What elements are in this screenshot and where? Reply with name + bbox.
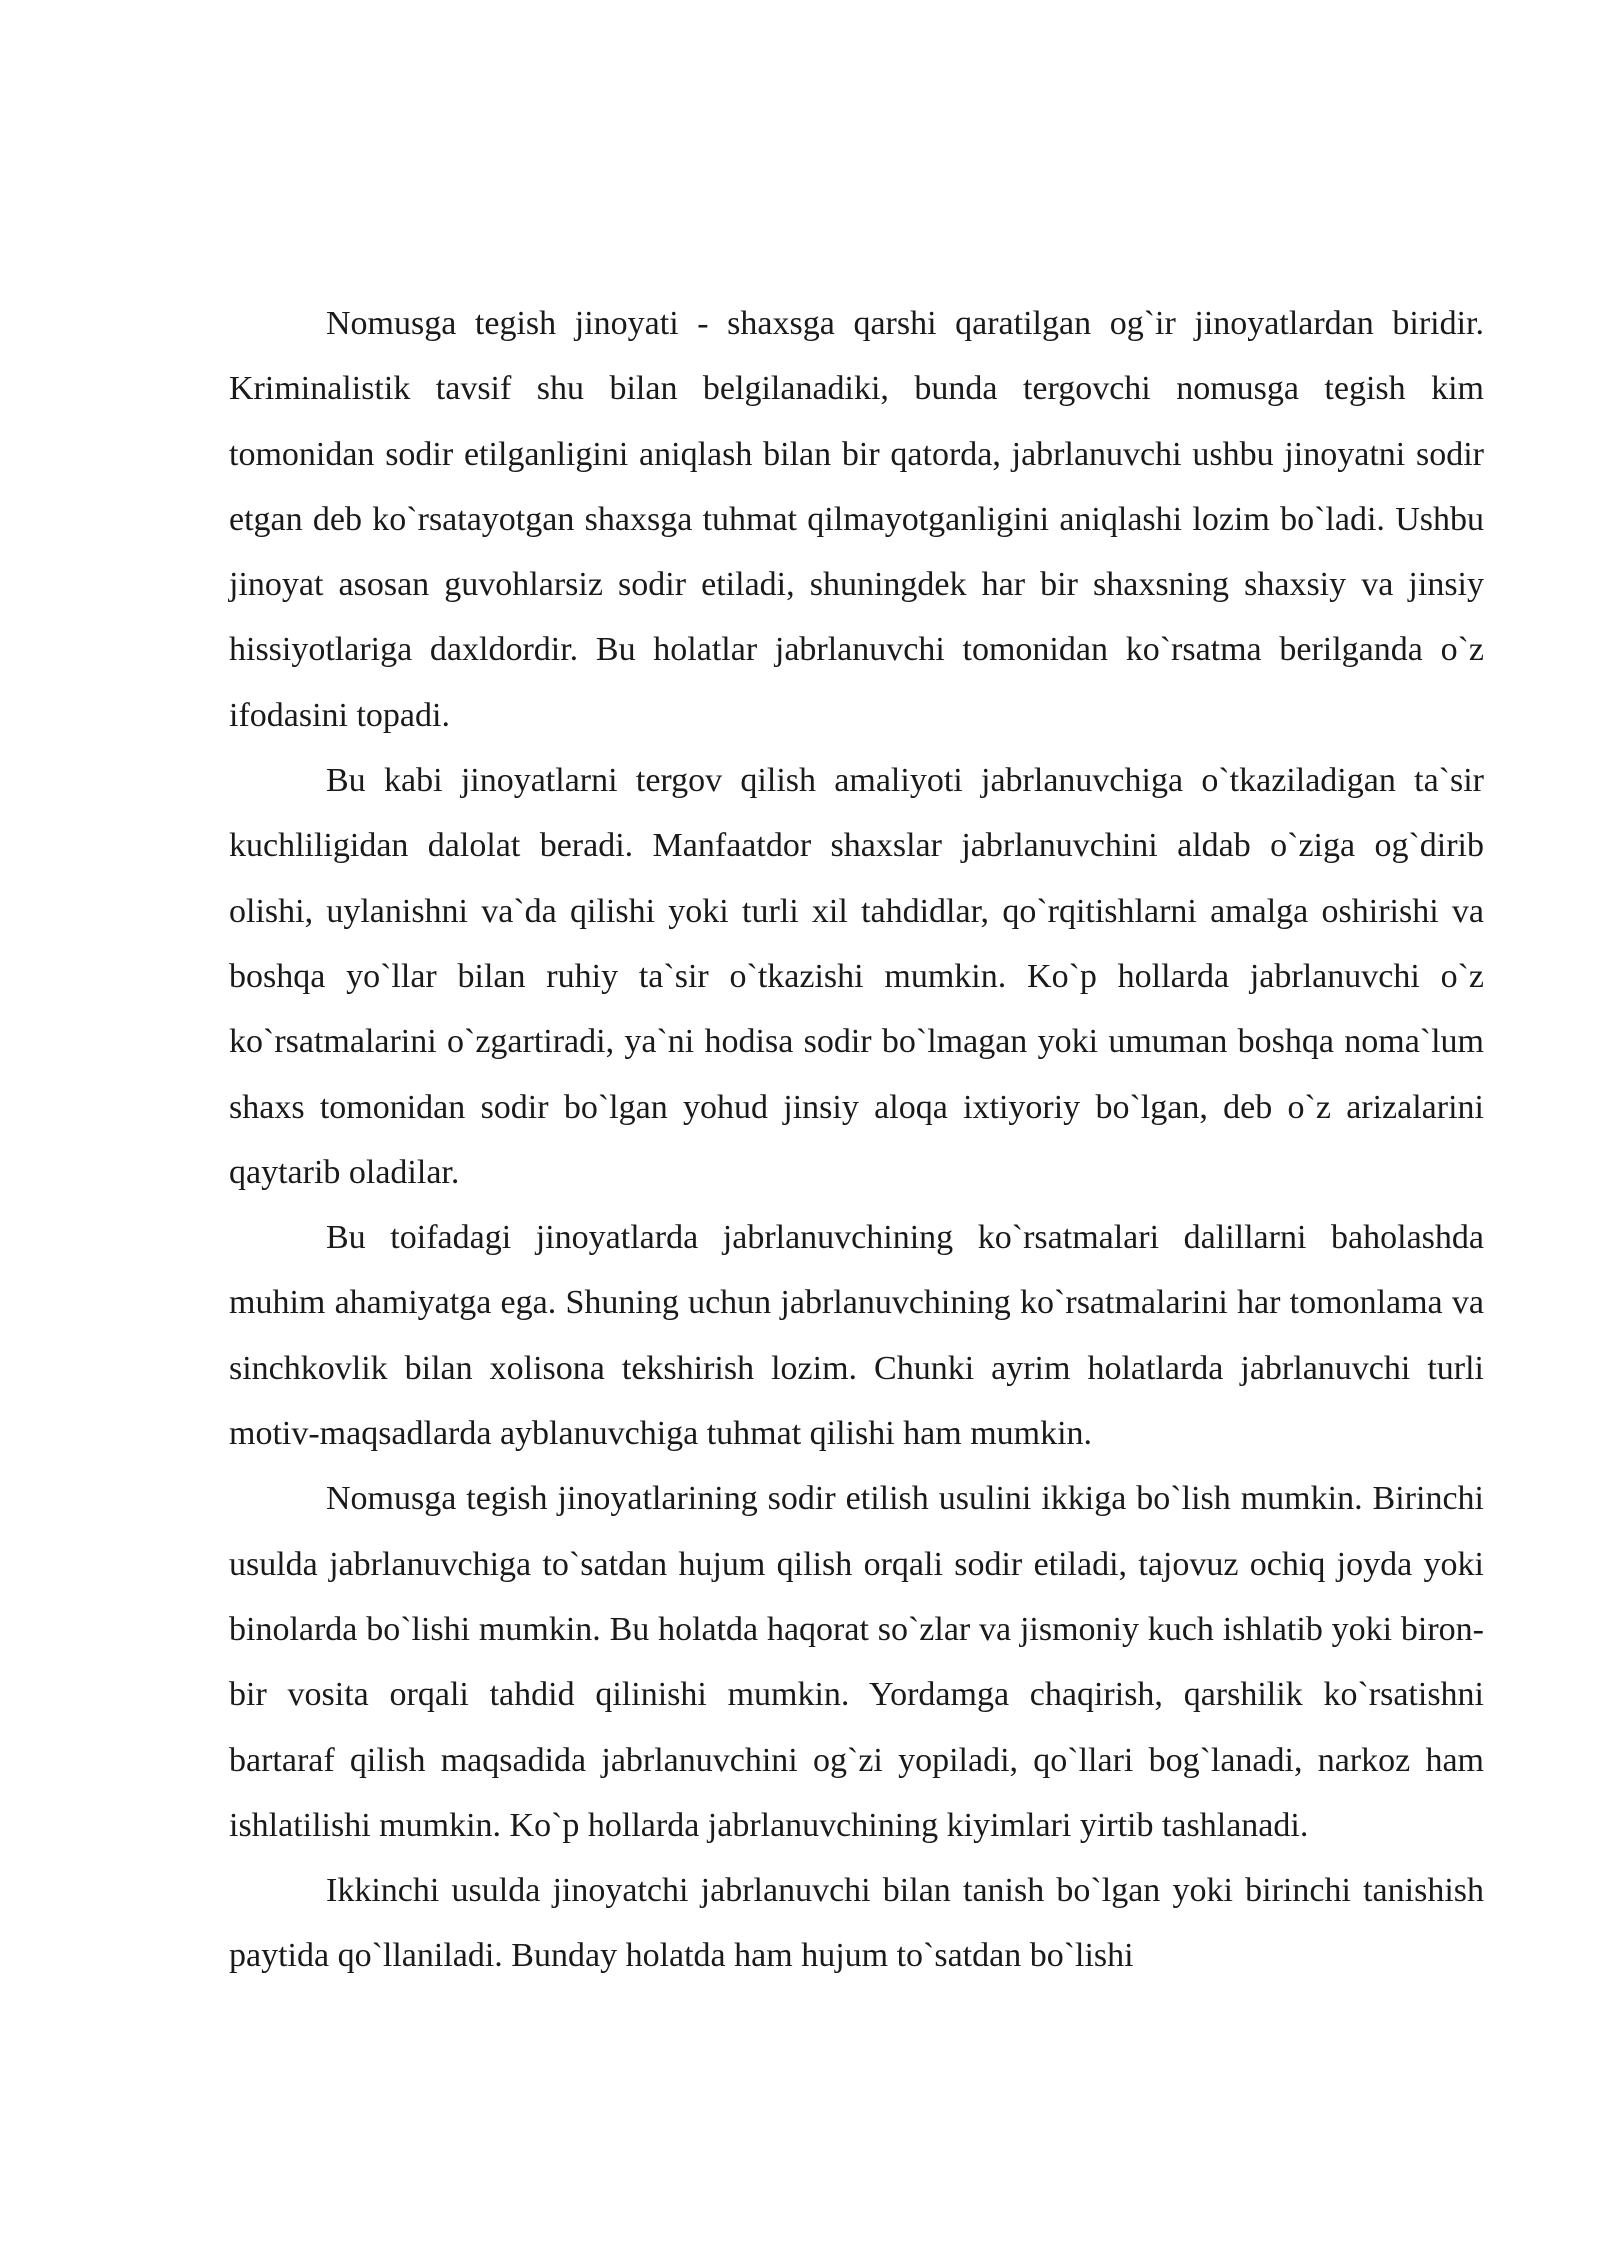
paragraph-3: Bu toifadagi jinoyatlarda jabrlanuvchining ko`rsatmalari dalillarni baholashda muhim ahamiyatga ega. Shuning uchun jabrlanuvchining ko`rsatmalarini har tomonlama va sinchkovlik bilan xolisona tekshirish lozim. Chunki ayrim holatlarda jabrlanuvchi turli motiv-maqsadlarda ayblanuvchiga tuhmat qilishi ham mumkin. [229, 1219, 1484, 1453]
paragraph-2: Bu kabi jinoyatlarni tergov qilish amaliyoti jabrlanuvchiga o`tkaziladigan ta`sir kuchliligidan dalolat beradi. Manfaatdor shaxslar jabrlanuvchini aldab o`ziga og`dirib olishi, uylanishni va`da qilishi yoki turli xil tahdidlar, qo`rqitishlarni amalga oshirishi va boshqa yo`llar bilan ruhiy ta`sir o`tkazishi mumkin. Ko`p hollarda jabrlanuvchi o`z ko`rsatmalarini o`zgartiradi, ya`ni hodisa sodir bo`lmagan yoki umuman boshqa noma`lum shaxs tomonidan sodir bo`lgan yohud jinsiy aloqa ixtiyoriy bo`lgan, deb o`z arizalarini qaytarib oladilar. [229, 762, 1484, 1191]
paragraph-1: Nomusga tegish jinoyati - shaxsga qarshi qaratilgan og`ir jinoyatlardan biridir. Kriminalistik tavsif shu bilan belgilanadiki, bunda tergovchi nomusga tegish kim tomonidan sodir etilganligini aniqlash bilan bir qatorda, jabrlanuvchi ushbu jinoyatni sodir etgan deb ko`rsatayotgan shaxsga tuhmat qilmayotganligini aniqlashi lozim bo`ladi. Ushbu jinoyat asosan guvohlarsiz sodir etiladi, shuningdek har bir shaxsning shaxsiy va jinsiy hissiyotlariga daxldordir. Bu holatlar jabrlanuvchi tomonidan ko`rsatma berilganda o`z ifodasini topadi. [229, 305, 1484, 734]
document-body [229, 291, 1484, 1989]
paragraph-5: Ikkinchi usulda jinoyatchi jabrlanuvchi bilan tanish bo`lgan yoki birinchi tanishish paytida qo`llaniladi. Bunday holatda ham hujum to`satdan bo`lishi [229, 1872, 1484, 1975]
paragraph-4: Nomusga tegish jinoyatlarining sodir etilish usulini ikkiga bo`lish mumkin. Birinchi usulda jabrlanuvchiga to`satdan hujum qilish orqali sodir etiladi, tajovuz ochiq joyda yoki binolarda bo`lishi mumkin. Bu holatda haqorat so`zlar va jismoniy kuch ishlatib yoki biron-bir vosita orqali tahdid qilinishi mumkin. Yordamga chaqirish, qarshilik ko`rsatishni bartaraf qilish maqsadida jabrlanuvchini og`zi yopiladi, qo`llari bog`lanadi, narkoz ham ishlatilishi mumkin. Ko`p hollarda jabrlanuvchining kiyimlari yirtib tashlanadi. [229, 1480, 1484, 1844]
